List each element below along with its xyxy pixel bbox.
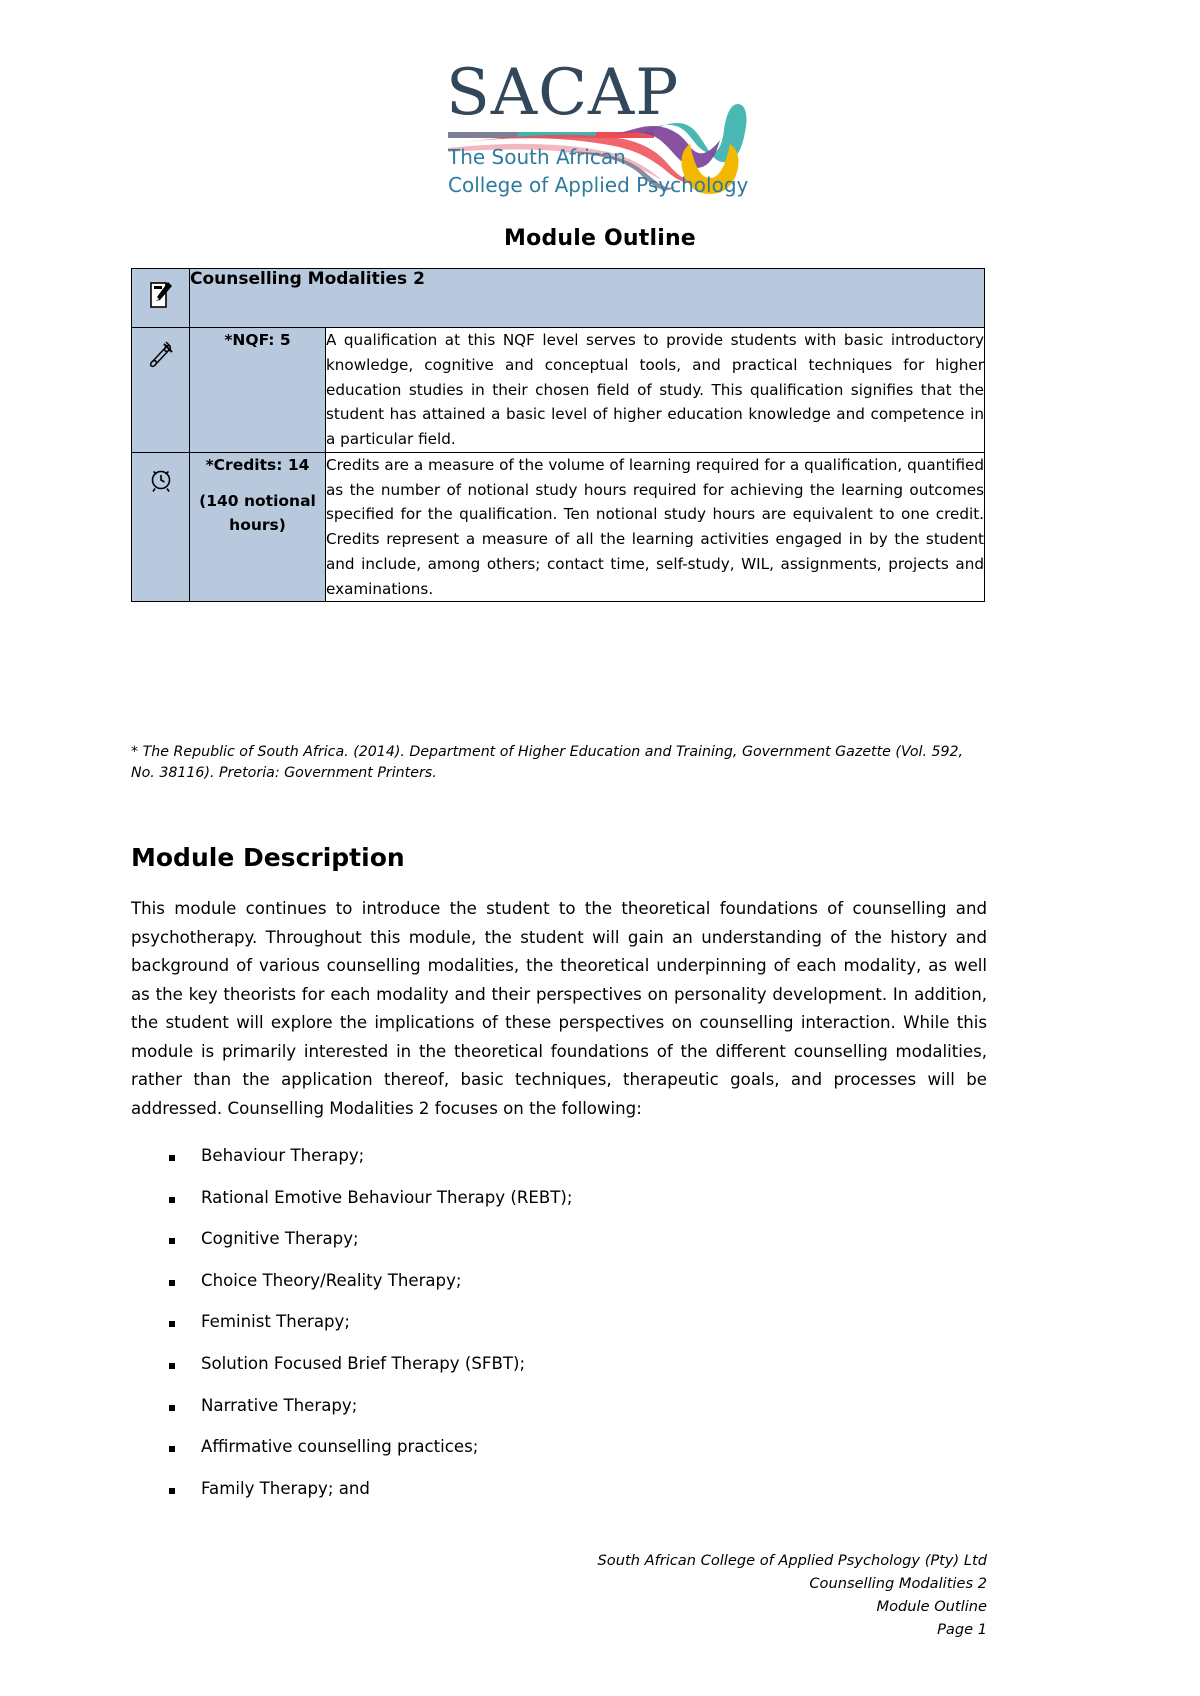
list-item-label: Behaviour Therapy; bbox=[201, 1146, 365, 1165]
nqf-description: A qualification at this NQF level serves to provide students with basic introductory knowledge, cognitive and conceptual tools, and practical techniques for higher education studies in their chosen field of study. This qualification signifies that the student has attained a basic level of higher education knowledge and competence in a particular field. bbox=[326, 328, 985, 453]
page-footer bbox=[427, 1549, 987, 1641]
list-item-label: Rational Emotive Behaviour Therapy (REBT); bbox=[201, 1187, 573, 1207]
list-item bbox=[131, 1148, 891, 1165]
module-name: Counselling Modalities 2 bbox=[190, 269, 985, 328]
page-title: Module Outline bbox=[504, 226, 696, 251]
module-description-paragraph: This module continues to introduce the student to the theoretical foundations of counselling and psychotherapy. Throughout this module, the student will gain an understanding of the history and background of various counselling modalities, the theoretical underpinning of each modality, as well as the key theorists for each modality and their perspectives on personality development. In addition, the student will explore the implications of these perspectives on counselling interaction. While this module is primarily interested in the theoretical foundations of the different counselling modalities, rather than the application thereof, basic techniques, therapeutic goals, and processes will be addressed. Counselling Modalities 2 focuses on the following: bbox=[131, 899, 987, 1118]
modalities-list bbox=[131, 1148, 891, 1522]
list-item-label: Affirmative counselling practices; bbox=[201, 1437, 479, 1457]
list-item bbox=[131, 1314, 891, 1331]
table-header-row bbox=[132, 269, 985, 328]
bullet-square-icon bbox=[169, 1321, 175, 1327]
citation-footnote: * The Republic of South Africa. (2014). Department of Higher Education and Training, Government Gazette (Vol. 592, No. 38116). Pretoria: Government Printers. bbox=[131, 744, 964, 781]
alarm-clock-icon-cell bbox=[132, 452, 190, 602]
nqf-label: *NQF: 5 bbox=[190, 328, 326, 453]
note-pencil-icon bbox=[148, 281, 174, 311]
bullet-square-icon bbox=[169, 1197, 175, 1203]
list-item bbox=[131, 1353, 891, 1373]
alarm-clock-icon bbox=[148, 465, 174, 493]
credits-label bbox=[190, 452, 326, 602]
bullet-square-icon bbox=[169, 1238, 175, 1244]
bullet-square-icon bbox=[169, 1488, 175, 1494]
table-row-credits bbox=[132, 452, 985, 602]
list-item-label: Feminist Therapy; bbox=[201, 1312, 350, 1332]
table-row-nqf bbox=[132, 328, 985, 453]
list-item-label: Cognitive Therapy; bbox=[201, 1229, 359, 1249]
list-item bbox=[131, 1231, 891, 1248]
diploma-scroll-icon-cell bbox=[132, 328, 190, 453]
footer-module: Counselling Modalities 2 bbox=[809, 1575, 987, 1593]
section-heading-module-description: Module Description bbox=[131, 843, 405, 872]
bullet-square-icon bbox=[169, 1280, 175, 1286]
bullet-square-icon bbox=[169, 1446, 175, 1452]
list-item bbox=[131, 1439, 891, 1456]
credits-value: *Credits: 14 bbox=[205, 455, 310, 474]
module-info-table bbox=[131, 268, 985, 602]
footer-organisation: South African College of Applied Psychology (Pty) Ltd bbox=[597, 1552, 987, 1569]
list-item-label: Family Therapy; and bbox=[201, 1478, 370, 1498]
svg-text:College of Applied Psychology: College of Applied Psychology bbox=[448, 173, 749, 197]
footer-document-type: Module Outline bbox=[876, 1598, 987, 1616]
list-item-label: Solution Focused Brief Therapy (SFBT); bbox=[201, 1353, 526, 1373]
list-item bbox=[131, 1395, 891, 1415]
svg-text:SACAP: SACAP bbox=[446, 56, 680, 130]
sacap-logo-graphic bbox=[444, 52, 756, 200]
credits-notional-hours: (140 notional hours) bbox=[199, 491, 316, 534]
bullet-square-icon bbox=[169, 1155, 175, 1161]
svg-text:The South African: The South African bbox=[448, 145, 626, 169]
sacap-logo bbox=[0, 52, 1200, 200]
list-item-label: Choice Theory/Reality Therapy; bbox=[201, 1270, 462, 1290]
footer-page-number: Page 1 bbox=[937, 1621, 987, 1639]
credits-description: Credits are a measure of the volume of learning required for a qualification, quantified as the number of notional study hours required for achieving the learning outcomes specified for the qualification. Ten notional study hours are equivalent to one credit. Credits represent a measure of all the learning activities engaged in by the student and include, among others; contact time, self-study, WIL, assignments, projects and examinations. bbox=[326, 452, 985, 602]
bullet-square-icon bbox=[169, 1405, 175, 1411]
note-pencil-icon-cell bbox=[132, 269, 190, 328]
list-item bbox=[131, 1187, 891, 1207]
bullet-square-icon bbox=[169, 1363, 175, 1369]
list-item-label: Narrative Therapy; bbox=[201, 1395, 358, 1415]
diploma-scroll-icon bbox=[146, 340, 176, 370]
list-item bbox=[131, 1478, 891, 1498]
list-item bbox=[131, 1270, 891, 1290]
